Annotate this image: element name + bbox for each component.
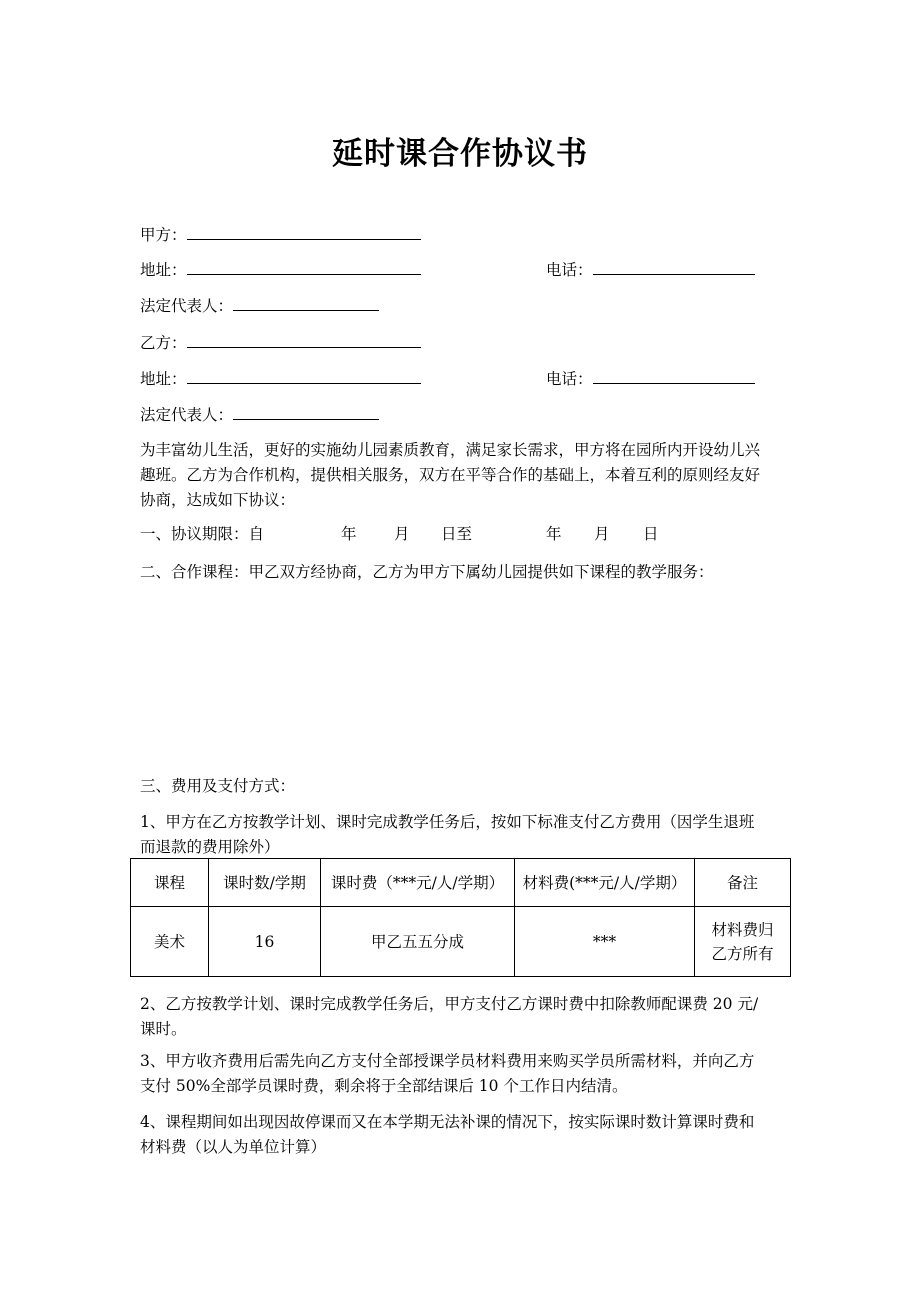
cell-notes xyxy=(695,907,791,977)
party-a-phone-label: 电话： xyxy=(546,261,593,279)
table-row xyxy=(131,907,791,977)
party-a-address-label: 地址： xyxy=(140,261,187,279)
header-course: 课程 xyxy=(131,859,209,907)
courses-clause: 二、合作课程：甲乙双方经协商，乙方为甲方下属幼儿园提供如下课程的教学服务： xyxy=(140,563,714,581)
fees-item-3 xyxy=(140,1049,785,1099)
party-b-phone-line xyxy=(546,368,755,390)
party-a-phone-blank[interactable] xyxy=(593,259,755,275)
fees-item-2 xyxy=(140,992,785,1042)
party-b-phone-label: 电话： xyxy=(546,370,593,388)
party-a-label: 甲方： xyxy=(140,226,187,244)
header-materials: 材料费(***元/人/学期） xyxy=(515,859,695,907)
fees-item-4-line: 4、课程期间如出现因故停课而又在本学期无法补课的情况下，按实际课时数计算课时费和 xyxy=(140,1113,755,1131)
party-b-rep-label: 法定代表人： xyxy=(140,406,234,424)
cell-course: 美术 xyxy=(131,907,209,977)
fees-item-2-line: 2、乙方按教学计划、课时完成教学任务后，甲方支付乙方课时费中扣除教师配课费 20 元/ xyxy=(140,995,759,1013)
term-line xyxy=(140,523,680,545)
header-tuition: 课时费（***元/人/学期） xyxy=(321,859,515,907)
party-a-rep-label: 法定代表人： xyxy=(140,297,234,315)
party-a-address-line xyxy=(140,259,421,281)
fees-item-1-line: 1、甲方在乙方按教学计划、课时完成教学任务后，按如下标准支付乙方费用（因学生退班 xyxy=(140,813,755,831)
intro-line: 协商，达成如下协议： xyxy=(140,491,296,509)
fees-item-4-line: 材料费（以人为单位计算） xyxy=(140,1138,327,1156)
party-b-rep-line xyxy=(140,404,379,426)
fees-item-1-line: 而退款的费用除外） xyxy=(140,838,280,856)
term-end-month: 月 xyxy=(594,525,610,543)
cell-materials: *** xyxy=(515,907,695,977)
intro-line: 趣班。乙方为合作机构，提供相关服务，双方在平等合作的基础上，本着互利的原则经友好 xyxy=(140,466,761,484)
term-end-year: 年 xyxy=(546,525,562,543)
intro-paragraph xyxy=(140,438,785,513)
header-hours: 课时数/学期 xyxy=(209,859,321,907)
party-b-phone-blank[interactable] xyxy=(593,368,755,384)
fees-item-3-line: 支付 50%全部学员课时费，剩余将于全部结课后 10 个工作日内结清。 xyxy=(140,1077,628,1095)
cell-tuition: 甲乙五五分成 xyxy=(321,907,515,977)
party-a-blank[interactable] xyxy=(187,224,421,240)
header-notes: 备注 xyxy=(695,859,791,907)
party-b-label: 乙方： xyxy=(140,334,187,352)
fees-heading: 三、费用及支付方式： xyxy=(140,777,296,795)
party-b-address-blank[interactable] xyxy=(187,368,421,384)
party-a-address-blank[interactable] xyxy=(187,259,421,275)
term-start-month: 月 xyxy=(394,525,410,543)
party-a-phone-line xyxy=(546,259,755,281)
cell-notes-line: 乙方所有 xyxy=(711,944,774,963)
cell-hours: 16 xyxy=(209,907,321,977)
fee-table-header-row xyxy=(131,859,791,907)
party-b-address-line xyxy=(140,368,421,390)
intro-line: 为丰富幼儿生活，更好的实施幼儿园素质教育，满足家长需求，甲方将在园所内开设幼儿兴 xyxy=(140,441,761,459)
party-b-blank[interactable] xyxy=(187,332,421,348)
fees-item-4 xyxy=(140,1110,785,1160)
fees-item-3-line: 3、甲方收齐费用后需先向乙方支付全部授课学员材料费用来购买学员所需材料，并向乙方 xyxy=(140,1052,755,1070)
term-label: 一、协议期限：自 xyxy=(140,525,265,543)
term-start-year: 年 xyxy=(341,525,357,543)
party-a-line xyxy=(140,224,421,246)
term-end-day: 日 xyxy=(643,525,659,543)
fees-item-1 xyxy=(140,810,785,860)
party-b-line xyxy=(140,332,421,354)
party-b-address-label: 地址： xyxy=(140,370,187,388)
term-start-day: 日至 xyxy=(441,525,473,543)
fees-item-2-line: 课时。 xyxy=(140,1020,187,1038)
party-b-rep-blank[interactable] xyxy=(233,404,379,420)
party-a-rep-blank[interactable] xyxy=(233,295,379,311)
document-title: 延时课合作协议书 xyxy=(332,136,588,172)
cell-notes-line: 材料费归 xyxy=(711,920,774,939)
fee-table xyxy=(130,858,791,977)
party-a-rep-line xyxy=(140,295,379,317)
